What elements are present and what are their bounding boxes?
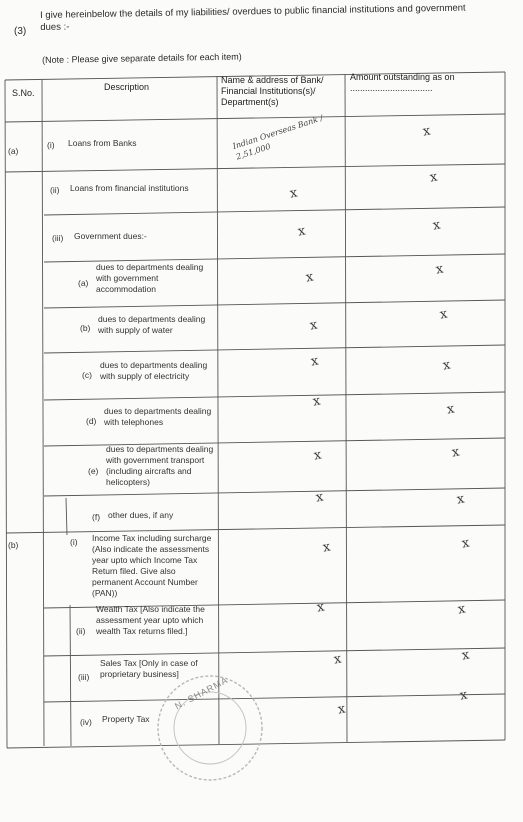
section-number: (3): [14, 26, 27, 37]
row-desc: Loans from financial institutions: [70, 183, 189, 193]
row-desc: dues to departments dealing with government transport (including aircrafts and helicopters): [106, 444, 214, 487]
row-num: (i): [47, 140, 55, 150]
row-desc: dues to departments dealing with supply of electricity: [100, 360, 208, 381]
row-desc: dues to departments dealing with telephones: [104, 406, 212, 427]
row-sno-b: (b): [8, 540, 19, 550]
cross-mark: x: [312, 447, 323, 464]
cross-mark: x: [336, 701, 347, 718]
row-desc: Sales Tax [Only in case of proprietary business]: [100, 658, 198, 679]
cross-mark: x: [309, 353, 320, 370]
row-num: (b): [80, 323, 91, 333]
row-desc: other dues, if any: [108, 510, 174, 520]
handwritten-entry: Indian Overseas Bank / 2,51,000: [231, 113, 325, 162]
cross-mark: x: [431, 217, 442, 234]
row-desc: Wealth Tax [Also indicate the assessment year upto which wealth Tax returns filed.]: [96, 604, 205, 636]
cross-mark: x: [332, 651, 343, 668]
row-sno-a: (a): [8, 146, 19, 156]
cross-mark: x: [288, 185, 299, 202]
cross-mark: x: [460, 535, 471, 552]
row-desc: dues to departments dealing with government accommodation: [96, 262, 204, 294]
section-intro: I give hereinbelow the details of my liabilities/ overdues to public financial institutions and government dues :-: [40, 2, 466, 33]
header-sno: S.No.: [12, 88, 35, 98]
cross-mark: x: [441, 357, 452, 374]
cross-mark: x: [434, 261, 445, 278]
row-num: (d): [86, 416, 97, 426]
row-num: (ii): [50, 185, 60, 195]
cross-mark: x: [311, 393, 322, 410]
row-num: (a): [78, 278, 89, 288]
cross-mark: x: [421, 123, 432, 140]
row-desc: Government dues:-: [74, 231, 147, 241]
row-num: (i): [70, 537, 78, 547]
cross-mark: x: [315, 599, 326, 616]
cross-mark: x: [296, 223, 307, 240]
section-note: (Note : Please give separate details for each item): [42, 51, 242, 65]
cross-mark: x: [314, 489, 325, 506]
cross-mark: x: [460, 647, 471, 664]
cross-mark: x: [450, 444, 461, 461]
cross-mark: x: [438, 306, 449, 323]
row-num: (iv): [80, 717, 92, 727]
cross-mark: x: [458, 687, 469, 704]
header-description: Description: [104, 82, 150, 92]
header-amount: Amount outstanding as on .................................: [350, 72, 455, 93]
cross-mark: x: [428, 169, 439, 186]
row-num: (f): [92, 512, 101, 522]
row-num: (ii): [76, 626, 86, 636]
cross-mark: x: [455, 491, 466, 508]
header-name-address: Name & address of Bank/ Financial Institutions(s)/ Department(s): [221, 75, 324, 107]
row-desc: Income Tax including surcharge (Also indicate the assessments year upto which Income Tax Return filed. Give also permanent Account Number (PAN)): [92, 533, 212, 598]
cross-mark: x: [321, 539, 332, 556]
cross-mark: x: [456, 601, 467, 618]
cross-mark: x: [304, 269, 315, 286]
cross-mark: x: [445, 401, 456, 418]
notary-stamp-text: N. SHARMA: [173, 674, 230, 712]
row-desc: dues to departments dealing with supply of water: [98, 314, 206, 335]
row-num: (iii): [52, 233, 64, 243]
row-num: (iii): [78, 672, 90, 682]
row-num: (c): [82, 370, 92, 380]
row-desc: Loans from Banks: [68, 138, 137, 148]
row-desc: Property Tax: [102, 714, 150, 724]
cross-mark: x: [308, 317, 319, 334]
row-num: (e): [88, 466, 99, 476]
